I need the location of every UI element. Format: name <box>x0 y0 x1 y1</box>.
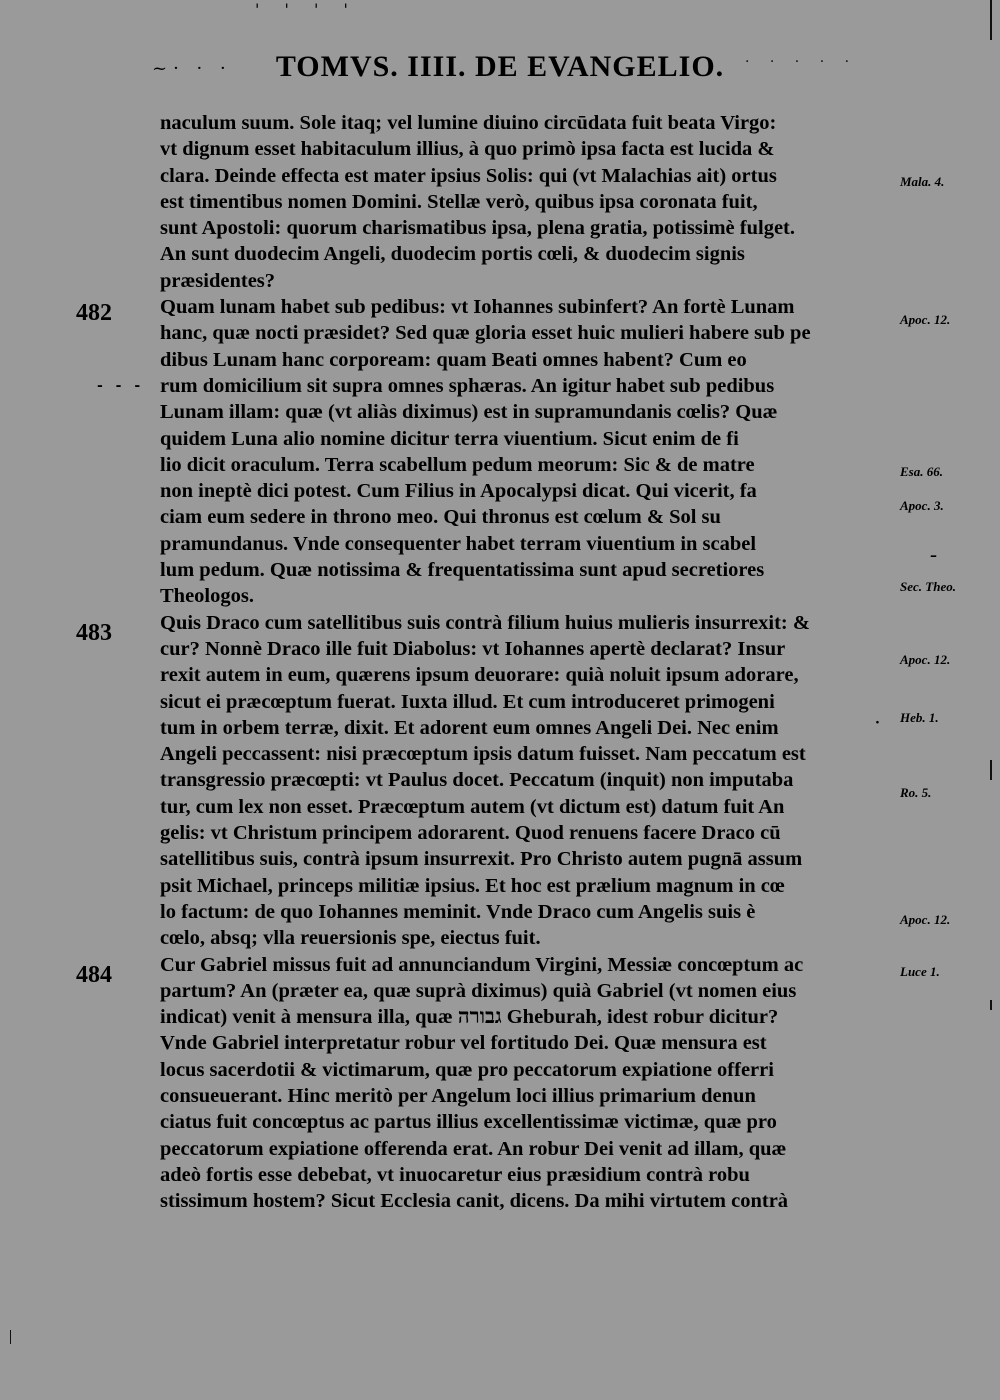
text-line: quidem Luna alio nomine dicitur terra viuentium. Sicut enim de fi <box>160 427 739 450</box>
margin-note: Heb. 1. <box>900 710 939 725</box>
paragraph <box>160 294 880 610</box>
text-line: lo factum: de quo Iohannes meminit. Vnde Draco cum Angelis suis è <box>160 900 756 923</box>
margin-note: Mala. 4. <box>900 174 945 189</box>
head-ornament-left: ~· · · <box>152 58 232 79</box>
text-line: partum? An (præter ea, quæ suprà diximus) quià Gabriel (vt nomen eius <box>160 979 797 1002</box>
text-line: Lunam illam: quæ (vt aliàs diximus) est in supramundanis cœlis? Quæ <box>160 401 778 424</box>
paragraph-number: 484 <box>76 962 112 988</box>
text-line: psit Michael, princeps militiæ ipsius. Et hoc est prælium magnum in cœ <box>160 874 785 897</box>
text-line: stissimum hostem? Sicut Ecclesia canit, dicens. Da mihi virtutem contrà <box>160 1190 789 1213</box>
text-line: adeò fortis esse debebat, vt inuocaretur eius præsidium contrà robu <box>160 1163 750 1186</box>
text-line: ciam eum sedere in throno meo. Qui thronus est cœlum & Sol su <box>160 506 721 529</box>
running-head: TOMVS. IIII. DE EVANGELIO. <box>275 50 725 83</box>
paragraph <box>160 110 880 294</box>
paragraph <box>160 610 880 952</box>
stray-marks: · <box>875 715 884 731</box>
margin-note: Sec. Theo. <box>900 579 956 594</box>
text-line: satellitibus suis, contrà ipsum insurrexit. Pro Christo autem pugnā assum <box>160 848 803 871</box>
body-text <box>160 110 880 1214</box>
text-line: Vnde Gabriel interpretatur robur vel fortitudo Dei. Quæ mensura est <box>160 1032 767 1055</box>
text-line: dibus Lunam hanc corpoream: quam Beati omnes habent? Cum eo <box>160 348 747 371</box>
margin-note: Apoc. 12. <box>900 912 951 927</box>
text-line: clara. Deinde effecta est mater ipsius Solis: qui (vt Malachias ait) ortus <box>160 164 777 187</box>
text-line: cœlo, absq; vlla reuersionis spe, eiectus fuit. <box>160 927 541 950</box>
edge-mark <box>990 1000 992 1010</box>
paragraph-number: 483 <box>76 620 112 646</box>
text-line: hanc, quæ nocti præsidet? Sed quæ gloria esset huic mulieri habere sub pe <box>160 322 811 345</box>
text-line: lum pedum. Quæ notissima & frequentatissima sunt apud secretiores <box>160 559 765 582</box>
top-specks: ' ' ' ' <box>255 0 358 19</box>
text-line: non ineptè dici potest. Cum Filius in Apocalypsi dicat. Qui vicerit, fa <box>160 480 757 503</box>
margin-note: Esa. 66. <box>900 464 943 479</box>
text-line: tum in orbem terræ, dixit. Et adorent eum omnes Angeli Dei. Nec enim <box>160 716 779 739</box>
edge-mark <box>990 0 992 40</box>
paragraph-number: 482 <box>76 300 112 326</box>
text-line: præsidentes? <box>160 269 276 292</box>
margin-note: Luce 1. <box>900 964 940 979</box>
head-ornament-right: · · · · · <box>745 54 858 70</box>
margin-note: Apoc. 12. <box>900 652 951 667</box>
text-line: est timentibus nomen Domini. Stellæ verò, quibus ipsa coronata fuit, <box>160 190 758 213</box>
text-line: Angeli peccassent: nisi præcœptum ipsis datum fuisset. Nam peccatum est <box>160 743 806 766</box>
stray-marks: – <box>930 548 941 564</box>
text-line: tur, cum lex non esset. Præcœptum autem (vt dictum est) datum fuit An <box>160 795 785 818</box>
stray-marks: - - - <box>97 378 145 394</box>
text-line: peccatorum expiatione offerenda erat. An robur Dei venit ad illam, quæ <box>160 1137 787 1160</box>
text-line: rum domicilium sit supra omnes sphæras. An igitur habet sub pedibus <box>160 374 775 397</box>
text-line: gelis: vt Christum principem adorarent. Quod renuens facere Draco cū <box>160 822 781 845</box>
text-line: transgressio præcœpti: vt Paulus docet. Peccatum (inquit) non imputaba <box>160 769 794 792</box>
text-line: rexit autem in eum, quærens ipsum deuorare: quià noluit ipsum adorare, <box>160 664 799 687</box>
text-line: indicat) venit à mensura illa, quæ גבורה Gheburah, idest robur dicitur? <box>160 1006 779 1029</box>
text-line: naculum suum. Sole itaq; vel lumine diuino circūdata fuit beata Virgo: <box>160 112 777 134</box>
text-line: sunt Apostoli: quorum charismatibus ipsa, plena gratia, potissimè fulget. <box>160 217 795 240</box>
edge-mark <box>10 1330 11 1344</box>
margin-note: Ro. 5. <box>900 785 932 800</box>
text-line: An sunt duodecim Angeli, duodecim portis cœli, & duodecim signis <box>160 243 745 266</box>
margin-note: Apoc. 12. <box>900 312 951 327</box>
text-line: cur? Nonnè Draco ille fuit Diabolus: vt Iohannes apertè declarat? Insur <box>160 637 786 660</box>
text-line: vt dignum esset habitaculum illius, à quo primò ipsa facta est lucida & <box>160 138 775 161</box>
text-line: ciatus fuit concœptus ac partus illius excellentissimæ victimæ, quæ pro <box>160 1111 777 1134</box>
edge-mark <box>990 760 992 780</box>
text-line: pramundanus. Vnde consequenter habet terram viuentium in scabel <box>160 532 757 555</box>
text-line: sicut ei præcœptum fuerat. Iuxta illud. Et cum introduceret primogeni <box>160 690 775 713</box>
text-line: Quam lunam habet sub pedibus: vt Iohannes subinfert? An fortè Lunam <box>160 296 795 319</box>
text-line: Quis Draco cum satellitibus suis contrà filium huius mulieris insurrexit: & <box>160 611 810 634</box>
text-line: lio dicit oraculum. Terra scabellum pedum meorum: Sic & de matre <box>160 453 755 476</box>
text-line: locus sacerdotii & victimarum, quæ pro peccatorum expiatione offerri <box>160 1058 774 1081</box>
paragraph <box>160 952 880 1215</box>
margin-note: Apoc. 3. <box>900 498 944 513</box>
text-line: Theologos. <box>160 585 254 608</box>
text-line: consueuerant. Hinc meritò per Angelum loci illius primarium denun <box>160 1084 756 1107</box>
text-line: Cur Gabriel missus fuit ad annunciandum Virgini, Messiæ concœptum ac <box>160 953 804 976</box>
